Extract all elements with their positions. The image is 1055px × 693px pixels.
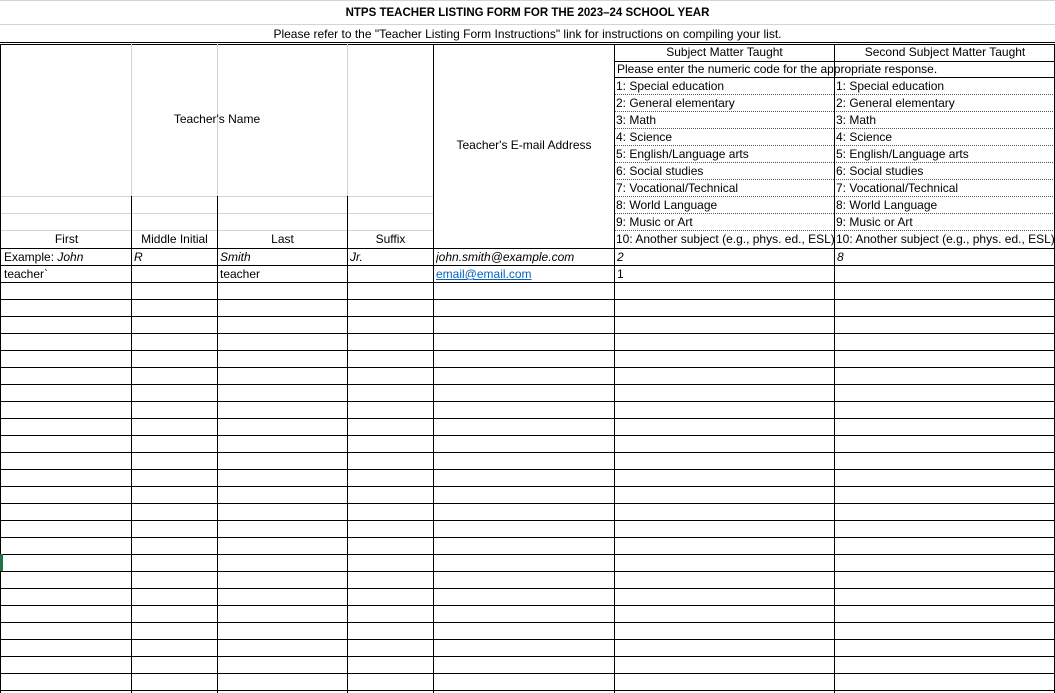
subject-code-label: Social studies (846, 164, 924, 178)
grid-line (834, 44, 835, 693)
subject-code-label: English/Language arts (846, 147, 969, 161)
example-prefix: Example: (4, 250, 58, 264)
first-name-header: First (54, 232, 79, 246)
first-name-value: John (57, 250, 84, 264)
subject-code-label: Another subject (e.g., phys. ed., ESL) (852, 232, 1055, 246)
grid-line (0, 690, 1055, 691)
last-name-header: Last (271, 232, 294, 246)
grid-line (0, 554, 1055, 555)
subject-code-item (616, 180, 738, 196)
grid-line (0, 401, 1055, 402)
subject-code-label: Another subject (e.g., phys. ed., ESL) (632, 232, 835, 246)
subject-code-number: 4: (836, 130, 847, 144)
subject-code-label: World Language (846, 198, 938, 212)
subject-code-item (616, 231, 835, 247)
form-title: NTPS TEACHER LISTING FORM FOR THE 2023–24 SCHOOL YEAR (345, 7, 710, 19)
grid-line (0, 469, 1055, 470)
subject-code-label: Science (626, 130, 673, 144)
grid-line (217, 196, 218, 693)
grid-line (0, 622, 1055, 623)
subject-code-label: General elementary (846, 96, 955, 110)
grid-line (0, 639, 1055, 640)
subject-code-label: Music or Art (846, 215, 913, 229)
subject-code-item (836, 231, 1055, 247)
subject-code-number: 7: (836, 181, 847, 195)
subject-header: Subject Matter Taught (666, 45, 783, 59)
subject-code-number: 1: (836, 79, 847, 93)
first-name-cell[interactable]: teacher` (4, 267, 49, 281)
suffix-cell[interactable]: Jr. (350, 250, 363, 264)
subject-code-label: Math (846, 113, 877, 127)
first-name-cell[interactable] (4, 249, 130, 266)
subject-code-cell[interactable]: 1 (617, 267, 624, 281)
grid-line (0, 44, 1, 693)
email-link-cell[interactable]: email@email.com (436, 267, 532, 281)
grid-line (0, 384, 1055, 385)
subject-code-item (616, 214, 693, 230)
subject-code-number: 8: (616, 198, 627, 212)
grid-line (614, 44, 615, 693)
subject-code-number: 10: (616, 232, 633, 246)
grid-line (0, 418, 1055, 419)
subject-code-label: English/Language arts (626, 147, 749, 161)
subject-code-label: Special education (626, 79, 725, 93)
grid-line (347, 196, 348, 693)
second-subject-code-cell[interactable]: 8 (837, 250, 844, 264)
subject-code-label: General elementary (626, 96, 735, 110)
subject-code-item (616, 112, 656, 128)
teacher-name-header: Teacher's Name (173, 112, 261, 126)
last-name-cell[interactable]: Smith (220, 250, 251, 264)
grid-line (0, 673, 1055, 674)
grid-line (131, 196, 132, 693)
grid-line (0, 605, 1055, 606)
last-name-cell[interactable]: teacher (220, 267, 261, 281)
subject-code-item (616, 146, 749, 162)
subject-code-number: 9: (836, 215, 847, 229)
subject-code-item (836, 95, 955, 111)
subject-code-label: Vocational/Technical (626, 181, 739, 195)
subject-code-item (836, 214, 913, 230)
subject-code-number: 7: (616, 181, 627, 195)
subject-code-number: 2: (836, 96, 847, 110)
subject-code-item (836, 197, 937, 213)
subject-code-item (616, 78, 724, 94)
subject-code-item (836, 129, 892, 145)
subject-code-number: 8: (836, 198, 847, 212)
grid-line (0, 571, 1055, 572)
subject-code-label: World Language (626, 198, 718, 212)
active-cell-marker (0, 554, 3, 571)
subject-code-item (616, 95, 735, 111)
subject-code-number: 6: (616, 164, 627, 178)
grid-line (0, 299, 1055, 300)
middle-initial-cell[interactable] (134, 266, 216, 283)
grid-line (0, 537, 1055, 538)
subject-code-item (616, 197, 717, 213)
subject-code-cell[interactable]: 2 (617, 250, 624, 264)
subject-code-number: 3: (836, 113, 847, 127)
grid-line (0, 503, 1055, 504)
subject-code-label: Vocational/Technical (846, 181, 959, 195)
grid-line (0, 350, 1055, 351)
second-subject-header: Second Subject Matter Taught (864, 45, 1026, 59)
subject-code-item (616, 163, 703, 179)
grid-line (0, 42, 1055, 43)
grid-line (0, 520, 1055, 521)
grid-line (0, 24, 1055, 25)
subject-code-number: 1: (616, 79, 627, 93)
subject-code-number: 6: (836, 164, 847, 178)
subject-code-item (836, 78, 944, 94)
subject-code-item (836, 146, 969, 162)
subject-code-item (616, 129, 672, 145)
numeric-code-prompt: Please enter the numeric code for the appropriate response. (617, 62, 938, 76)
suffix-cell[interactable] (350, 266, 432, 283)
subject-code-label: Math (626, 113, 657, 127)
grid-line (0, 333, 1055, 334)
grid-line (0, 0, 1055, 1)
subject-code-label: Social studies (626, 164, 704, 178)
subject-code-item (836, 180, 958, 196)
subject-code-number: 9: (616, 215, 627, 229)
grid-line (0, 656, 1055, 657)
email-header: Teacher's E-mail Address (456, 138, 592, 152)
subject-code-label: Science (846, 130, 893, 144)
subject-code-label: Music or Art (626, 215, 693, 229)
subject-code-label: Special education (846, 79, 945, 93)
subject-code-number: 5: (836, 147, 847, 161)
second-subject-code-cell[interactable] (837, 266, 1053, 283)
grid-line (0, 486, 1055, 487)
form-instructions: Please refer to the "Teacher Listing Form Instructions" link for instructions on compiling your list. (273, 27, 782, 41)
suffix-header: Suffix (375, 232, 406, 246)
subject-code-number: 10: (836, 232, 853, 246)
subject-code-item (836, 112, 876, 128)
grid-line (0, 588, 1055, 589)
email-cell[interactable]: john.smith@example.com (436, 250, 575, 264)
grid-line (0, 452, 1055, 453)
grid-line (0, 367, 1055, 368)
subject-code-number: 3: (616, 113, 627, 127)
middle-initial-cell[interactable]: R (134, 250, 143, 264)
subject-code-number: 4: (616, 130, 627, 144)
grid-line (0, 316, 1055, 317)
subject-code-number: 2: (616, 96, 627, 110)
subject-code-number: 5: (616, 147, 627, 161)
middle-initial-header: Middle Initial (141, 232, 208, 246)
grid-line (0, 435, 1055, 436)
subject-code-item (836, 163, 923, 179)
